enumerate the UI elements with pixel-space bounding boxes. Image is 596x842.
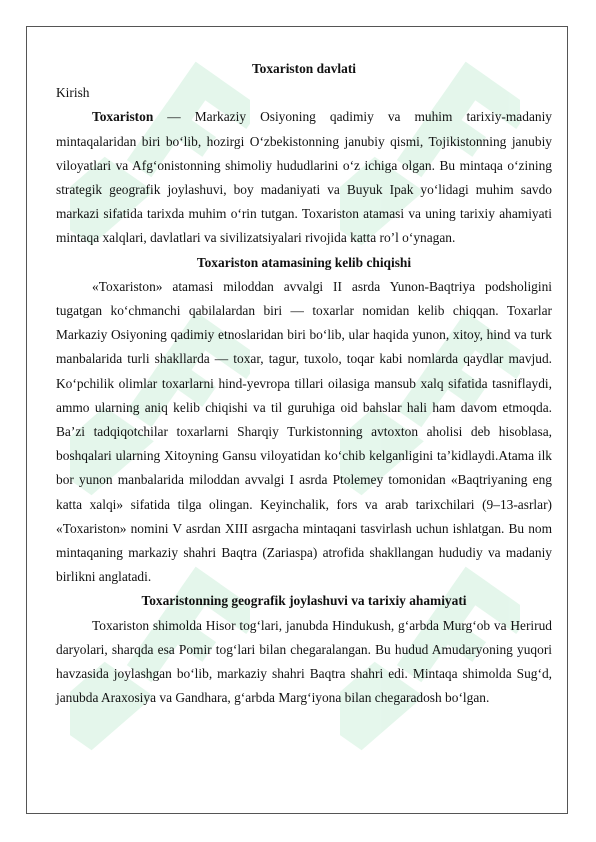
- intro-label: Kirish: [56, 85, 90, 101]
- intro-term: Toxariston: [92, 109, 154, 125]
- section-heading-origin: Toxariston atamasining kelib chiqishi: [196, 254, 412, 270]
- document-body: [56, 57, 552, 710]
- section-heading-geography: Toxaristonning geografik joylashuvi va tarixiy ahamiyati: [141, 593, 467, 609]
- document-title: Toxariston davlati: [251, 61, 357, 76]
- intro-paragraph: [56, 105, 552, 250]
- intro-text: — Markaziy Osiyoning qadimiy va muhim tarixiy-madaniy mintaqalaridan biri bo‘lib, hozirgi O‘zbekistonning janubiy qismi, Tojikistonning janubiy viloyatlari va Afg‘onistonning shimoliy hududlarini o‘z ichiga olgan. Bu mintaqa o‘zining strategik geografik joylashuvi, boy madaniyati va Buyuk Ipak yo‘lidagi muhim savdo markazi sifatida tarixda muhim o‘rin tutgan. Toxariston atamasi va uning tarixiy ahamiyati mintaqa xalqlari, davlatlari va sivilizatsiyalari rivojida katta ro’l o‘ynagan.: [56, 109, 552, 246]
- section-paragraph-origin: «Toxariston» atamasi miloddan avvalgi II asrda Yunon-Baqtriya podsholigini tugatgan ko‘chmanchi qabilalardan biri — toxarlar nomidan kelib chiqqan. Toxarlar Markaziy Osiyoning qadimiy etnoslaridan biri bo‘lib, ular haqida yunon, xitoy, hind va turk manbalarida turli shakllarda — toxar, tagur, tuxolo, toqar kabi nomlarda qaydlar mavjud. Ko‘pchilik olimlar toxarlarni hind-yevropa tillari oilasiga mansub xalq sifatida tasniflaydi, ammo ularning aniq kelib chiqishi va til guruhiga oid bahslar hali ham davom etmoqda. Ba’zi tadqiqotchilar toxarlarni Sharqiy Turkistonning avtoxton aholisi deb hisoblasa, boshqalari ularning Xitoyning Gansu viloyatidan ko‘chib kelganligini ta’kidlaydi.Atama ilk bor yunon manbalarida miloddan avvalgi I asrda Ptolemey tomonidan «Baqtriyaning eng katta xalqi» sifatida tilga olingan. Keyinchalik, fors va arab tarixchilari (9–13-asrlar) «Toxariston» nomini V asrdan XIII asrgacha mintaqani tasvirlash uchun ishlatgan. Bu nom mintaqaning markaziy shahri Baqtra (Zariaspa) atrofida shakllangan hududiy va madaniy birlikni anglatadi.: [56, 278, 552, 585]
- section-paragraph-geography: Toxariston shimolda Hisor tog‘lari, janubda Hindukush, g‘arbda Murg‘ob va Herirud daryolari, sharqda esa Pomir tog‘lari bilan chegaralangan. Bu hudud Amudaryoning yuqori havzasida joylashgan bo‘lib, markaziy shahri Baqtra shahri edi. Mintaqa shimolda Sug‘d, janubda Araxosiya va Gandhara, g‘arbda Marg‘iyona bilan chegaradosh bo‘lgan.: [56, 617, 552, 706]
